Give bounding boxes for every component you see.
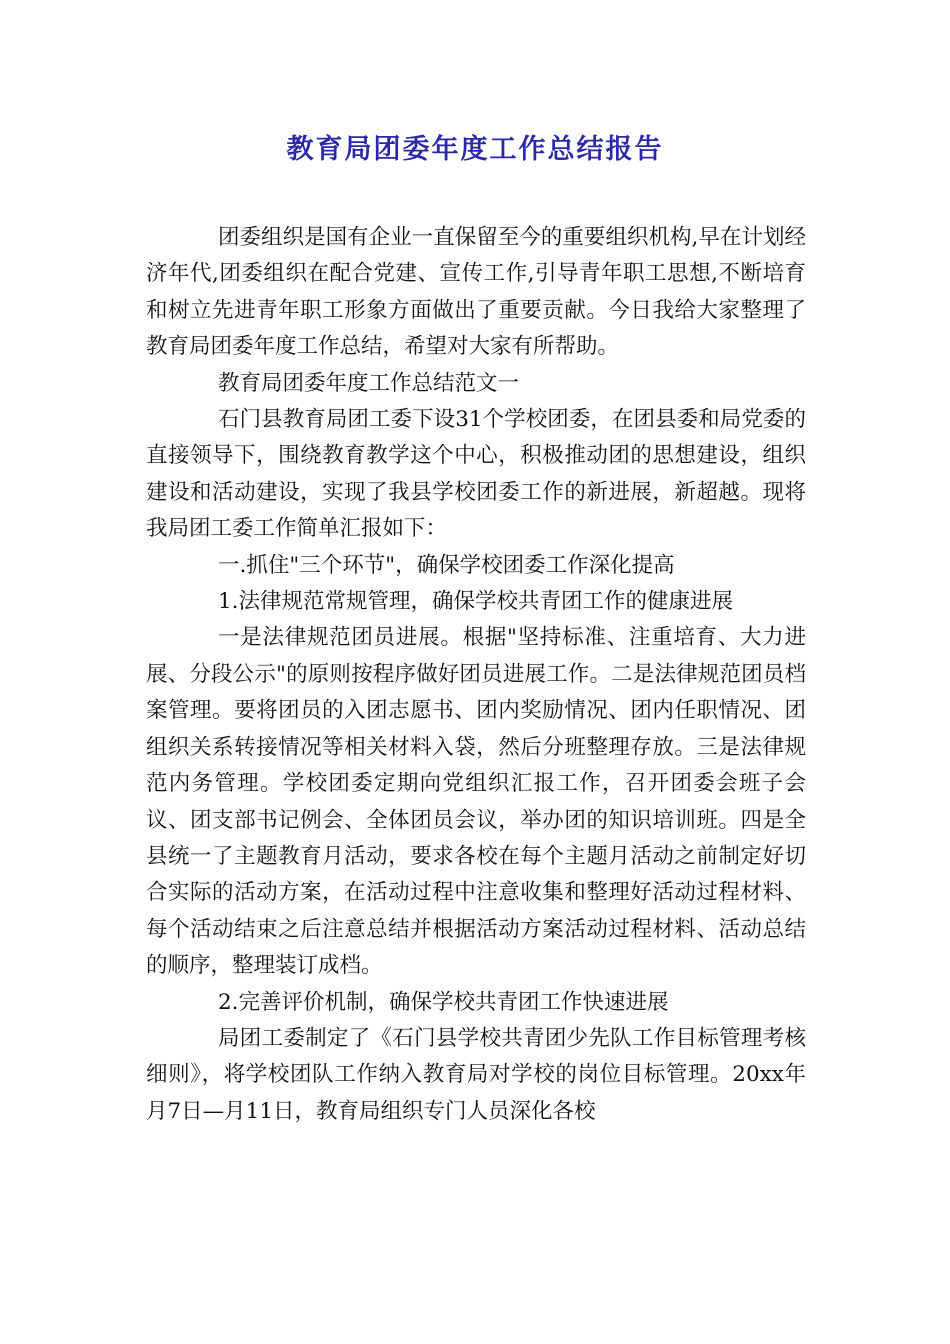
subsection-heading-2: 2.完善评价机制，确保学校共青团工作快速进展 [218,989,669,1015]
section-heading-1: 一.抓住"三个环节"，确保学校团委工作深化提高 [218,552,675,578]
subsection-heading-1: 1.法律规范常规管理，确保学校共青团工作的健康进展 [218,589,734,615]
paragraph-overview: 石门县教育局团工委下设31个学校团委，在团县委和局党委的直接领导下，围绕教育教学这个中心，积极推动团的思想建设，组织建设和活动建设，实现了我县学校团委工作的新进展，新超越。现将我局团工委工作简单汇报如下： [146,407,806,542]
paragraph-regulation: 一是法律规范团员进展。根据"坚持标准、注重培育、大力进展、分段公示"的原则按程序做好团员进展工作。二是法律规范团员档案管理。要将团员的入团志愿书、团内奖励情况、团内任职情况、团组织关系转接情况等相关材料入袋，然后分班整理存放。三是法律规范内务管理。学校团委定期向党组织汇报工作，召开团委会班子会议、团支部书记例会、全体团员会议，举办团的知识培训班。四是全县统一了主题教育月活动，要求各校在每个主题月活动之前制定好切合实际的活动方案，在活动过程中注意收集和整理好活动过程材料、每个活动结束之后注意总结并根据活动方案活动过程材料、活动总结的顺序，整理装订成档。 [146,625,806,979]
document-title: 教育局团委年度工作总结报告 [286,134,664,165]
paragraph-evaluation: 局团工委制定了《石门县学校共青团少先队工作目标管理考核细则》，将学校团队工作纳入教育局对学校的岗位目标管理。20xx年月7日—月11日，教育局组织专门人员深化各校 [146,1025,806,1124]
document-body [146,220,806,1130]
paragraph-sample-heading: 教育局团委年度工作总结范文一 [218,370,520,396]
paragraph-intro: 团委组织是国有企业一直保留至今的重要组织机构,早在计划经济年代,团委组织在配合党建、宣传工作,引导青年职工思想,不断培育和树立先进青年职工形象方面做出了重要贡献。今日我给大家整理了教育局团委年度工作总结，希望对大家有所帮助。 [146,225,806,360]
